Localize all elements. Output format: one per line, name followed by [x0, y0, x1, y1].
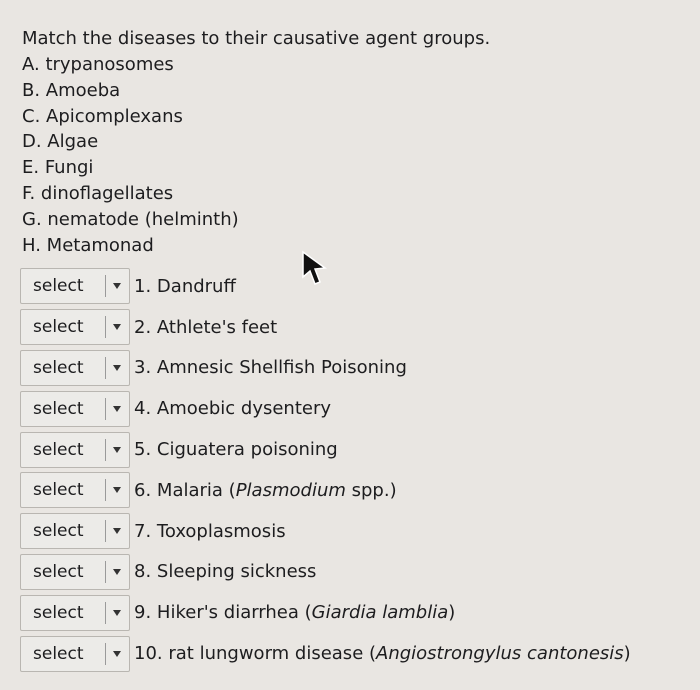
item-number: 10.	[134, 643, 163, 665]
item-label-4	[134, 398, 331, 419]
item-number: 5.	[134, 439, 152, 461]
option-b: B. Amoeba	[22, 79, 121, 101]
item-label-10	[134, 643, 631, 664]
select-dropdown-2[interactable]	[20, 309, 130, 345]
select-dropdown-3[interactable]	[20, 350, 130, 386]
select-label: select	[33, 480, 84, 501]
option-c: C. Apicomplexans	[22, 105, 183, 127]
match-row-2	[20, 307, 680, 348]
select-separator	[105, 602, 106, 624]
match-row-7	[20, 511, 680, 552]
option-d: D. Algae	[22, 131, 99, 153]
select-label: select	[33, 398, 84, 419]
select-dropdown-10[interactable]	[20, 636, 130, 672]
select-dropdown-7[interactable]	[20, 513, 130, 549]
match-row-9	[20, 592, 680, 633]
item-label-3	[134, 357, 407, 378]
match-row-8	[20, 552, 680, 593]
select-dropdown-5[interactable]	[20, 432, 130, 468]
option-e: E. Fungi	[22, 157, 94, 179]
item-number: 7.	[134, 520, 152, 542]
caret-down-icon	[113, 447, 121, 453]
caret-down-icon	[113, 365, 121, 371]
item-text: Amnesic Shellfish Poisoning	[156, 357, 407, 379]
item-after: )	[448, 602, 456, 624]
caret-down-icon	[113, 283, 121, 289]
select-label: select	[33, 521, 84, 542]
match-row-6	[20, 470, 680, 511]
item-number: 2.	[134, 316, 152, 338]
caret-down-icon	[113, 406, 121, 412]
select-dropdown-4[interactable]	[20, 391, 130, 427]
select-separator	[105, 275, 106, 297]
caret-down-icon	[113, 324, 121, 330]
item-number: 6.	[134, 479, 152, 501]
item-text: Ciguatera poisoning	[156, 439, 338, 461]
item-text: Athlete's feet	[156, 316, 278, 338]
caret-down-icon	[113, 569, 121, 575]
match-row-1	[20, 266, 680, 307]
select-label: select	[33, 602, 84, 623]
item-number: 9.	[134, 602, 152, 624]
item-text: Dandruff	[156, 275, 236, 297]
match-row-4	[20, 388, 680, 429]
match-row-10	[20, 633, 680, 674]
item-label-1	[134, 276, 236, 297]
item-number: 1.	[134, 275, 152, 297]
item-label-6	[134, 480, 397, 501]
item-after: )	[623, 643, 631, 665]
item-label-2	[134, 317, 277, 338]
match-row-5	[20, 429, 680, 470]
item-label-5	[134, 439, 338, 460]
select-separator	[105, 398, 106, 420]
answer-options-list	[22, 52, 682, 258]
caret-down-icon	[113, 487, 121, 493]
select-label: select	[33, 357, 84, 378]
item-text: Amoebic dysentery	[156, 398, 332, 420]
item-text: rat lungworm disease (	[168, 643, 377, 665]
select-separator	[105, 561, 106, 583]
select-separator	[105, 520, 106, 542]
caret-down-icon	[113, 610, 121, 616]
item-label-7	[134, 521, 286, 542]
option-g: G. nematode (helminth)	[22, 208, 239, 230]
item-label-9	[134, 602, 455, 623]
item-text: Hiker's diarrhea (	[156, 602, 312, 624]
select-dropdown-9[interactable]	[20, 595, 130, 631]
caret-down-icon	[113, 651, 121, 657]
item-italic: Plasmodium	[235, 479, 346, 501]
item-number: 8.	[134, 561, 152, 583]
select-separator	[105, 439, 106, 461]
select-label: select	[33, 561, 84, 582]
select-label: select	[33, 439, 84, 460]
item-text: Malaria (	[156, 479, 236, 501]
option-a: A. trypanosomes	[22, 54, 174, 75]
select-dropdown-6[interactable]	[20, 472, 130, 508]
item-text: Toxoplasmosis	[156, 520, 286, 542]
select-separator	[105, 479, 106, 501]
select-label: select	[33, 317, 84, 338]
item-number: 3.	[134, 357, 152, 379]
item-italic: Angiostrongylus cantonesis	[376, 643, 624, 665]
option-h: H. Metamonad	[22, 234, 154, 256]
select-separator	[105, 316, 106, 338]
caret-down-icon	[113, 528, 121, 534]
option-f: F. dinoflagellates	[22, 182, 174, 204]
mouse-pointer-icon	[300, 250, 328, 286]
select-separator	[105, 643, 106, 665]
item-label-8	[134, 561, 316, 582]
select-separator	[105, 357, 106, 379]
question-block	[22, 26, 682, 258]
item-number: 4.	[134, 398, 152, 420]
select-dropdown-8[interactable]	[20, 554, 130, 590]
matching-items	[20, 266, 680, 674]
item-italic: Giardia lamblia	[311, 602, 449, 624]
select-label: select	[33, 643, 84, 664]
select-dropdown-1[interactable]	[20, 268, 130, 304]
item-after: spp.)	[345, 479, 397, 501]
select-label: select	[33, 276, 84, 297]
match-row-3	[20, 348, 680, 389]
item-text: Sleeping sickness	[156, 561, 317, 583]
question-prompt: Match the diseases to their causative agent groups.	[22, 28, 491, 49]
